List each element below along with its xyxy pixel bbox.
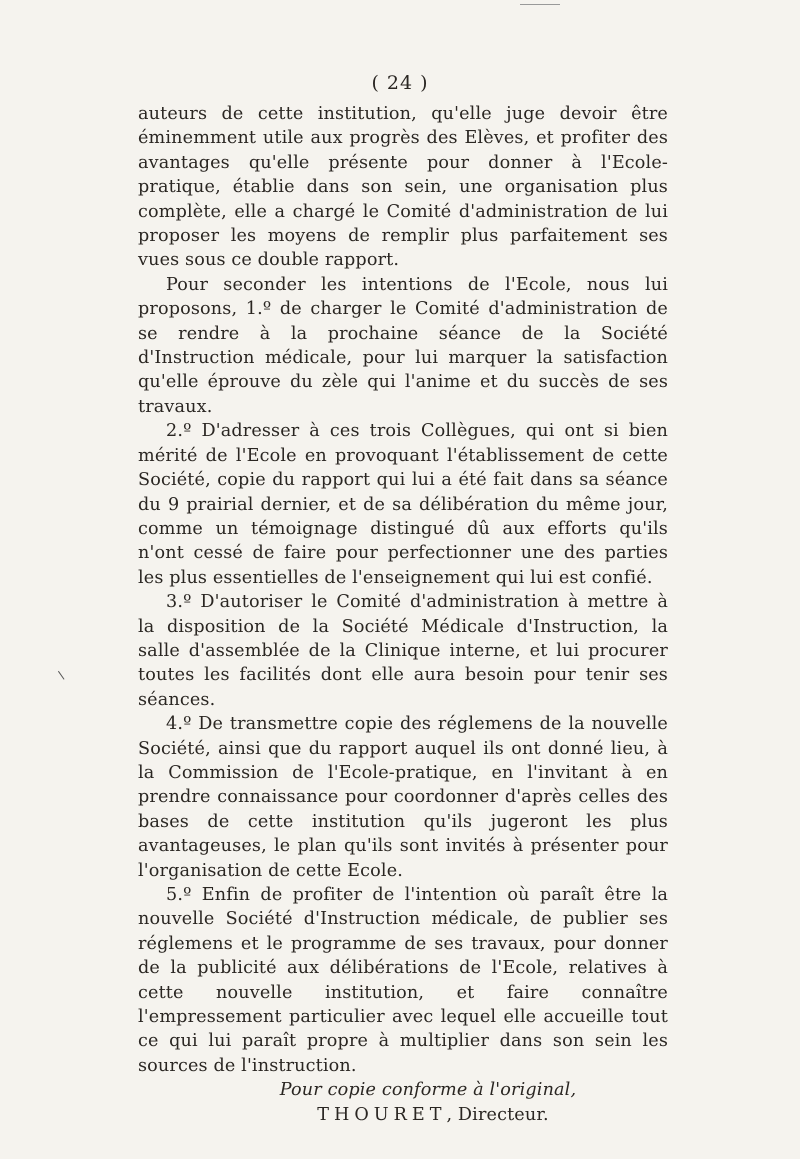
paragraph-continuation: auteurs de cette institution, qu'elle juge devoir être éminemment utile aux progrès des Elèves, et profiter des avantages qu'elle présente pour donner à l'Ecole-pratique, établie dans son sein, une organisation plus complète, elle a chargé le Comité d'administration de lui proposer les moyens de remplir plus parfaitement ses vues sous ce double rapport. (138, 104, 668, 271)
paragraph-item-3: 3.º D'autoriser le Comité d'administration à mettre à la disposition de la Société Médicale d'Instruction, la salle d'assemblée de la Clinique interne, et lui procurer toutes les facilités dont elle aura besoin pour tenir ses séances. (138, 592, 668, 710)
paragraph-item-2: 2.º D'adresser à ces trois Collègues, qui ont si bien mérité de l'Ecole en provoquant l'établissement de cette Société, copie du rapport qui lui a été fait dans sa séance du 9 prairial dernier, et de sa délibération du même jour, comme un témoignage distingué dû aux efforts qu'ils n'ont cessé de faire pour perfectionner une des parties les plus essentielles de l'enseignement qui lui est confié. (138, 421, 668, 588)
page-number: ( 24 ) (371, 72, 429, 94)
signature-title: , Directeur. (446, 1104, 549, 1125)
paragraph-item-4: 4.º De transmettre copie des réglemens de la nouvelle Société, ainsi que du rapport auquel ils ont donné lieu, à la Commission de l'Ecole-pratique, en l'invitant à en prendre connaissance pour coordonner d'après celles des bases de cette institution qu'ils jugeront les plus avantageuses, le plan qu'ils sont invités à présenter pour l'organisation de cette Ecole. (138, 714, 668, 881)
margin-mark (58, 666, 71, 679)
scan-mark (520, 0, 560, 5)
body-text (138, 102, 668, 1127)
paragraph-item-5: 5.º Enfin de profiter de l'intention où paraît être la nouvelle Société d'Instruction médicale, de publier ses réglemens et le programme de ses travaux, pour donner de la publicité aux délibérations de l'Ecole, relatives à cette nouvelle institution, et faire connaître l'empressement particulier avec lequel elle accueille tout ce qui lui paraît propre à multiplier dans son sein les sources de l'instruction. (138, 885, 668, 1076)
paragraph-proposals: Pour seconder les intentions de l'Ecole, nous lui proposons, 1.º de charger le Comité d'administration de se rendre à la prochaine séance de la Société d'Instruction médicale, pour lui marquer la satisfaction qu'elle éprouve du zèle qui l'anime et du succès de ses travaux. (138, 274, 668, 417)
signature-line (138, 1103, 668, 1127)
closing-line: Pour copie conforme à l'original, (279, 1080, 577, 1101)
signature-name: THOURET (317, 1104, 447, 1125)
